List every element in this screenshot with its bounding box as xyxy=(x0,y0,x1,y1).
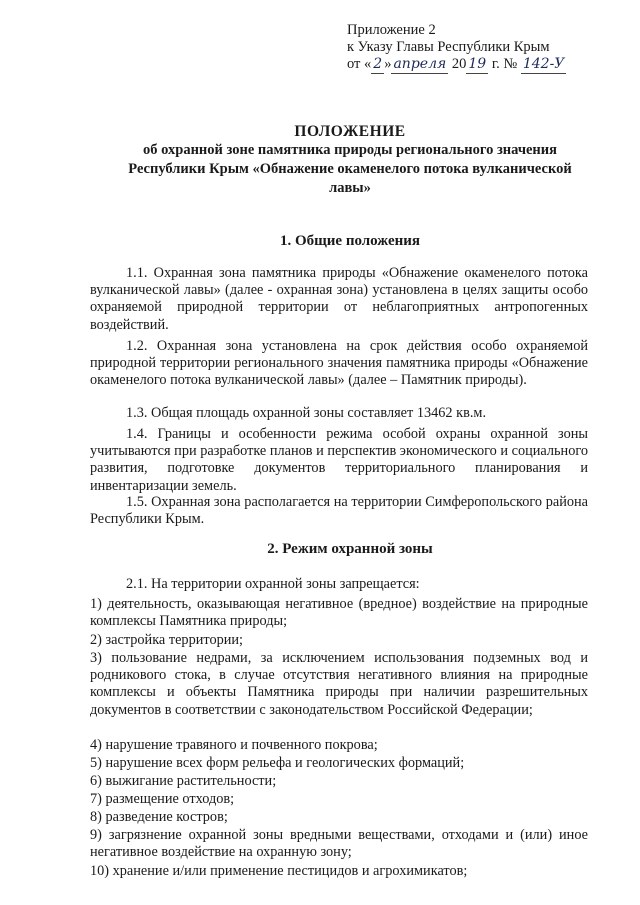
handwritten-month: апреля xyxy=(393,56,447,72)
section-2-heading: 2. Режим охранной зоны xyxy=(267,541,433,557)
title-line-3: Республики Крым «Обнажение окаменелого потока вулканической xyxy=(128,161,572,177)
appendix-line-1: Приложение 2 xyxy=(347,22,436,38)
paragraph-1-2 xyxy=(90,338,588,390)
list-item-text: 9) загрязнение охранной зоны вредными веществами, отходами и (или) иное негативное воздействие на охранную зону; xyxy=(90,827,588,861)
paragraph-1-3-text: 1.3. Общая площадь охранной зоны составляет 13462 кв.м. xyxy=(126,405,487,421)
handwritten-year: 19 xyxy=(468,56,487,72)
appendix-header xyxy=(347,22,566,74)
list-item-text: 3) пользование недрами, за исключением использования подземных вод и родникового стока, в случае отсутствия негативного влияния на природные комплексы и объекты Памятника природы при наличии разрешительных документов в соответствии с законодательством Российской Федерации; xyxy=(90,650,588,718)
title-line-4: лавы» xyxy=(329,180,371,196)
title-line-2: об охранной зоне памятника природы регионального значения xyxy=(143,142,557,158)
year-prefix: 20 xyxy=(448,56,467,72)
list-item xyxy=(90,809,588,826)
paragraph-2-1-text: 2.1. На территории охранной зоны запрещается: xyxy=(126,576,420,592)
appendix-line-2: к Указу Главы Республики Крым xyxy=(347,39,550,55)
date-quote: » xyxy=(384,56,392,72)
document-title xyxy=(80,122,620,198)
number-label: г. № xyxy=(488,56,518,72)
date-prefix: от « xyxy=(347,56,372,72)
list-item-text: 5) нарушение всех форм рельефа и геологических формаций; xyxy=(90,755,465,771)
paragraph-1-2-text: 1.2. Охранная зона установлена на срок действия особо охраняемой природной территории регионального значения памятника природы «Обнажение окаменелого потока вулканической лавы» (далее – Памятник природы). xyxy=(90,338,588,389)
appendix-line-3 xyxy=(347,56,566,74)
paragraph-1-5-text: 1.5. Охранная зона располагается на территории Симферопольского района Республики Крым. xyxy=(90,494,588,528)
list-item xyxy=(90,863,588,880)
list-item xyxy=(90,773,588,790)
paragraph-1-1 xyxy=(90,265,588,334)
handwritten-day: 2 xyxy=(373,56,383,72)
list-item xyxy=(90,596,588,630)
list-item xyxy=(90,737,588,754)
list-item-text: 4) нарушение травяного и почвенного покрова; xyxy=(90,737,378,753)
list-item xyxy=(90,791,588,808)
list-item xyxy=(90,632,588,649)
list-item xyxy=(90,827,588,861)
list-item-text: 10) хранение и/или применение пестицидов и агрохимикатов; xyxy=(90,863,468,879)
list-item-text: 1) деятельность, оказывающая негативное (вредное) воздействие на природные комплексы Памятника природы; xyxy=(90,596,588,630)
list-item-text: 2) застройка территории; xyxy=(90,632,244,648)
list-item-text: 7) размещение отходов; xyxy=(90,791,235,807)
paragraph-1-4-text: 1.4. Границы и особенности режима особой охраны охранной зоны учитываются при разработке планов и перспектив экономического и социального развития, подготовке документов территориального планирования и инвентаризации земель. xyxy=(90,426,588,494)
paragraph-1-5 xyxy=(90,494,588,528)
list-item-text: 8) разведение костров; xyxy=(90,809,228,825)
list-item-text: 6) выжигание растительности; xyxy=(90,773,277,789)
section-1-heading: 1. Общие положения xyxy=(279,233,421,249)
title-main: ПОЛОЖЕНИЕ xyxy=(294,123,406,140)
handwritten-number: 142-У xyxy=(522,56,565,72)
list-item xyxy=(90,650,588,719)
paragraph-1-4 xyxy=(90,426,588,495)
paragraph-1-3 xyxy=(90,405,588,422)
list-item xyxy=(90,755,588,772)
paragraph-1-1-text: 1.1. Охранная зона памятника природы «Обнажение окаменелого потока вулканической лавы» (далее - охранная зона) установлена в целях защиты особо охраняемой природной территории от неблагоприятных антропогенных воздействий. xyxy=(90,265,588,333)
paragraph-2-1 xyxy=(90,576,588,593)
